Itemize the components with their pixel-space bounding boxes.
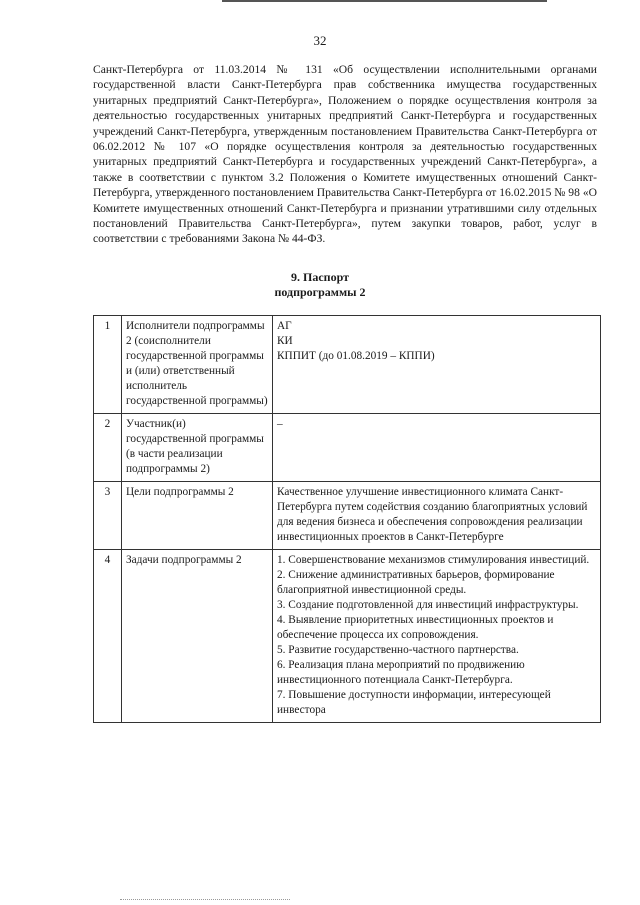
row-number: 2 <box>94 414 122 482</box>
passport-table <box>93 315 601 723</box>
row-number: 1 <box>94 316 122 414</box>
value-line: КППИТ (до 01.08.2019 – КППИ) <box>277 350 435 362</box>
section-subtitle: подпрограммы 2 <box>274 285 366 299</box>
row-label: Исполнители подпрограммы 2 (соисполнители государственной программы и (или) ответственный исполнитель государственной программы) <box>122 316 273 414</box>
row-label: Участник(и) государственной программы (в части реализации подпрограммы 2) <box>122 414 273 482</box>
table-row <box>94 414 601 482</box>
value-line: АГ <box>277 320 292 332</box>
task-item: 2. Снижение административных барьеров, формирование благоприятной инвестиционной среды. <box>277 569 555 596</box>
value-line: Качественное улучшение инвестиционного климата Санкт-Петербурга путем содействия созданию благоприятных условий для ведения бизнеса и обеспечения сопровождения реализации инвестиционных проектов в Санкт-Петербурге <box>277 486 588 543</box>
scan-artifact <box>120 899 290 901</box>
row-value <box>273 482 601 550</box>
task-item: 4. Выявление приоритетных инвестиционных проектов и обеспечение процесса их сопровождения. <box>277 614 554 641</box>
table-row <box>94 482 601 550</box>
intro-paragraph: Санкт-Петербурга от 11.03.2014 № 131 «Об осуществлении исполнительными органами государственной власти Санкт-Петербурга прав собственника имущества государственных унитарных предприятий Санкт-Петербурга», Положением о порядке осуществления контроля за деятельностью государственных унитарных предприятий Санкт-Петербурга и государственных учреждений Санкт-Петербурга, утвержденным постановлением Правительства Санкт-Петербурга от 06.02.2012 № 107 «О порядке осуществления контроля за деятельностью государственных унитарных предприятий Санкт-Петербурга и государственных учреждений Санкт-Петербурга», а также в соответствии с пунктом 3.2 Положения о Комитете имущественных отношений Санкт-Петербурга, утвержденного постановлением Правительства Санкт-Петербурга от 16.02.2015 № 98 «О Комитете имущественных отношений Санкт-Петербурга и признании утратившими силу отдельных постановлений Правительства Санкт-Петербурга», путем закупки товаров, работ, услуг в соответствии с требованиями Закона № 44-ФЗ. <box>93 63 597 246</box>
value-line: – <box>277 418 283 430</box>
table-row <box>94 316 601 414</box>
task-item: 3. Создание подготовленной для инвестиций инфраструктуры. <box>277 599 579 611</box>
table-row <box>94 550 601 723</box>
row-label: Цели подпрограммы 2 <box>122 482 273 550</box>
row-value <box>273 550 601 723</box>
row-number: 4 <box>94 550 122 723</box>
task-item: 1. Совершенствование механизмов стимулирования инвестиций. <box>277 554 590 566</box>
page-number: 32 <box>313 33 327 48</box>
task-item: 6. Реализация плана мероприятий по продвижению инвестиционного потенциала Санкт-Петербурга. <box>277 659 525 686</box>
row-number: 3 <box>94 482 122 550</box>
section-title: 9. Паспорт <box>291 270 349 284</box>
row-value <box>273 316 601 414</box>
task-item: 5. Развитие государственно-частного партнерства. <box>277 644 519 656</box>
task-item: 7. Повышение доступности информации, интересующей инвестора <box>277 689 551 716</box>
row-label: Задачи подпрограммы 2 <box>122 550 273 723</box>
value-line: КИ <box>277 335 293 347</box>
top-rule <box>222 0 547 2</box>
row-value <box>273 414 601 482</box>
